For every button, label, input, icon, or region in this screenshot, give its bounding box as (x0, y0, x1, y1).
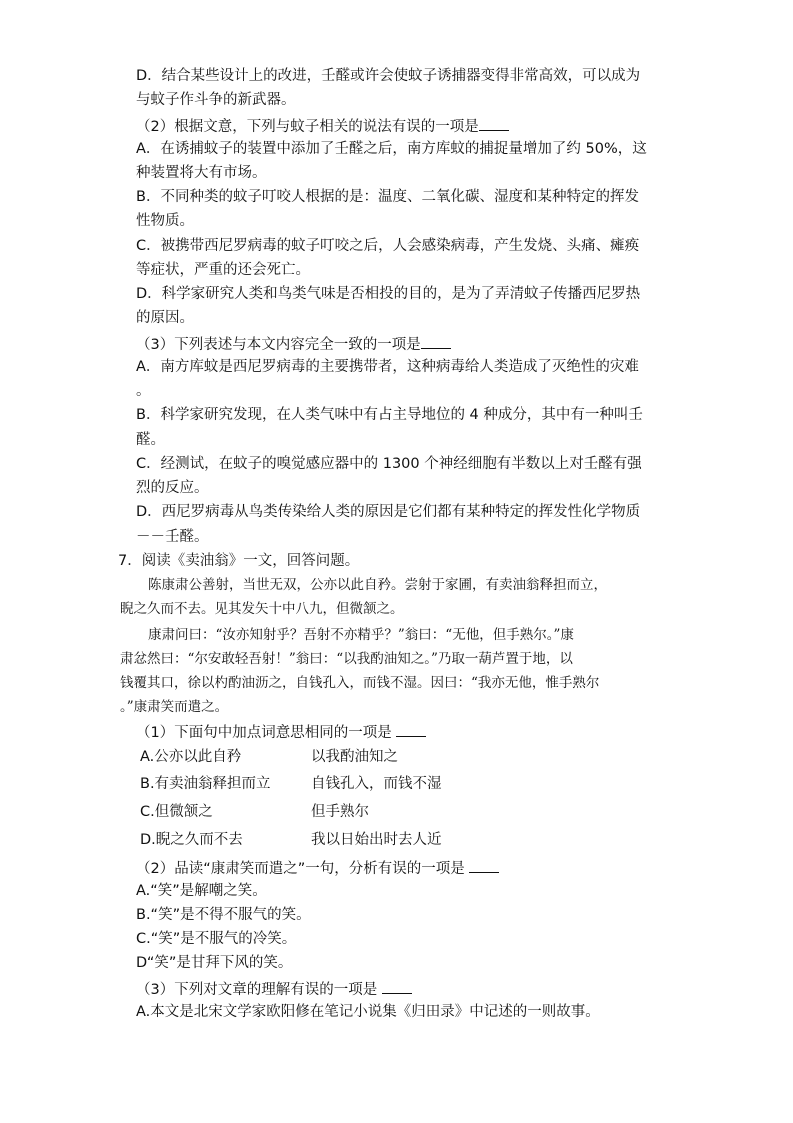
q6-sub2-stem: （2）根据文意，下列与蚊子相关的说法有误的一项是 (136, 115, 509, 137)
answer-blank[interactable] (469, 857, 499, 873)
q7-sub1-option-row (140, 802, 760, 822)
q7-sub3-option-a: A.本文是北宋文学家欧阳修在笔记小说集《归田录》中记述的一则故事。 (136, 1004, 600, 1020)
answer-blank[interactable] (479, 115, 509, 131)
option-right: 我以日始出时去人近 (311, 832, 442, 848)
q6-sub2-option-c: C．被携带西尼罗病毒的蚊子叮咬之后，人会感染病毒，产生发烧、头痛、瘫痪 (136, 238, 640, 254)
q6-option-d-line1: D．结合某些设计上的改进，壬醛或许会使蚊子诱捕器变得非常高效，可以成为 (136, 68, 641, 84)
option-left: D.睨之久而不去 (140, 832, 243, 848)
option-left: B.有卖油翁释担而立 (140, 776, 271, 792)
q6-sub2-option-d: D．科学家研究人类和鸟类气味是否相投的目的，是为了弄清蚊子传播西尼罗热 (136, 286, 641, 302)
passage-p1-line2: 睨之久而不去。见其发矢十中八九，但微颔之。 (120, 601, 404, 617)
answer-blank[interactable] (421, 333, 451, 349)
q6-sub3-option-a: A．南方库蚊是西尼罗病毒的主要携带者，这种病毒给人类造成了灭绝性的灾难 (136, 359, 639, 375)
option-right: 但手熟尔 (311, 804, 369, 820)
q6-sub2-option-a: A．在诱捕蚊子的装置中添加了壬醛之后，南方库蚊的捕捉量增加了约 50%，这 (136, 141, 647, 157)
passage-p1-line1: 陈康肃公善射，当世无双，公亦以此自矜。尝射于家圃，有卖油翁释担而立， (148, 577, 607, 593)
option-left: A.公亦以此自矜 (140, 749, 242, 765)
q6-sub2-option-b: B．不同种类的蚊子叮咬人根据的是：温度、二氧化碳、湿度和某种特定的挥发 (136, 189, 639, 205)
passage-p2-line1: 康肃问曰：“汝亦知射乎？吾射不亦精乎？”翁曰：“无他，但手熟尔。”康 (148, 627, 574, 643)
q6-sub2-option-d-cont: 的原因。 (136, 310, 194, 326)
q7-sub1-option-row (140, 774, 760, 794)
q7-sub3-stem: （3）下列对文章的理解有误的一项是 (136, 978, 412, 1000)
option-right: 自钱孔入，而钱不湿 (311, 776, 442, 792)
answer-blank[interactable] (382, 978, 412, 994)
passage-p2-line4: 。”康肃笑而遣之。 (120, 699, 229, 715)
q6-sub2-option-c-cont: 等症状，严重的还会死亡。 (136, 262, 310, 278)
q7-sub2-option-b: B.“笑”是不得不服气的笑。 (136, 907, 311, 923)
answer-blank[interactable] (396, 721, 426, 737)
q6-option-d-line2: 与蚊子作斗争的新武器。 (136, 92, 296, 108)
q6-sub3-option-a-cont: 。 (136, 383, 151, 399)
q7-sub1-option-row (140, 830, 760, 850)
q6-sub3-option-b: B．科学家研究发现，在人类气味中有占主导地位的 4 种成分，其中有一种叫壬 (136, 407, 643, 423)
q6-sub3-stem: （3）下列表述与本文内容完全一致的一项是 (136, 333, 451, 355)
q6-sub2-option-a-cont: 种装置将大有市场。 (136, 165, 267, 181)
passage-p2-line2: 肃忿然曰：“尔安敢轻吾射！”翁曰：“以我酌油知之。”乃取一葫芦置于地，以 (120, 651, 573, 667)
q7-sub2-option-c: C.“笑”是不服气的冷笑。 (136, 931, 297, 947)
q7-sub1-option-row (140, 747, 760, 767)
q7-sub2-option-a: A.“笑”是解嘲之笑。 (136, 883, 267, 899)
q7-sub2-option-d: D“笑”是甘拜下风的笑。 (136, 955, 293, 971)
q7-title: 7．阅读《卖油翁》一文，回答问题。 (118, 553, 360, 569)
q6-sub3-option-b-cont: 醛。 (136, 432, 165, 448)
q7-sub2-stem: （2）品读“康肃笑而遣之”一句，分析有误的一项是 (136, 857, 499, 879)
q7-sub1-stem: （1）下面句中加点词意思相同的一项是 (136, 721, 426, 743)
q6-sub3-option-c-cont: 烈的反应。 (136, 480, 209, 496)
passage-p2-line3: 钱覆其口，徐以杓酌油沥之，自钱孔入，而钱不湿。因曰：“我亦无他，惟手熟尔 (120, 675, 600, 691)
q6-sub3-option-d: D．西尼罗病毒从鸟类传染给人类的原因是它们都有某种特定的挥发性化学物质 (136, 504, 641, 520)
option-left: C.但微颔之 (140, 804, 213, 820)
q6-sub3-option-c: C．经测试，在蚊子的嗅觉感应器中的 1300 个神经细胞有半数以上对壬醛有强 (136, 456, 642, 472)
option-right: 以我酌油知之 (311, 749, 398, 765)
q6-sub3-option-d-cont: －－壬醛。 (136, 529, 209, 545)
q6-sub2-option-b-cont: 性物质。 (136, 213, 194, 229)
